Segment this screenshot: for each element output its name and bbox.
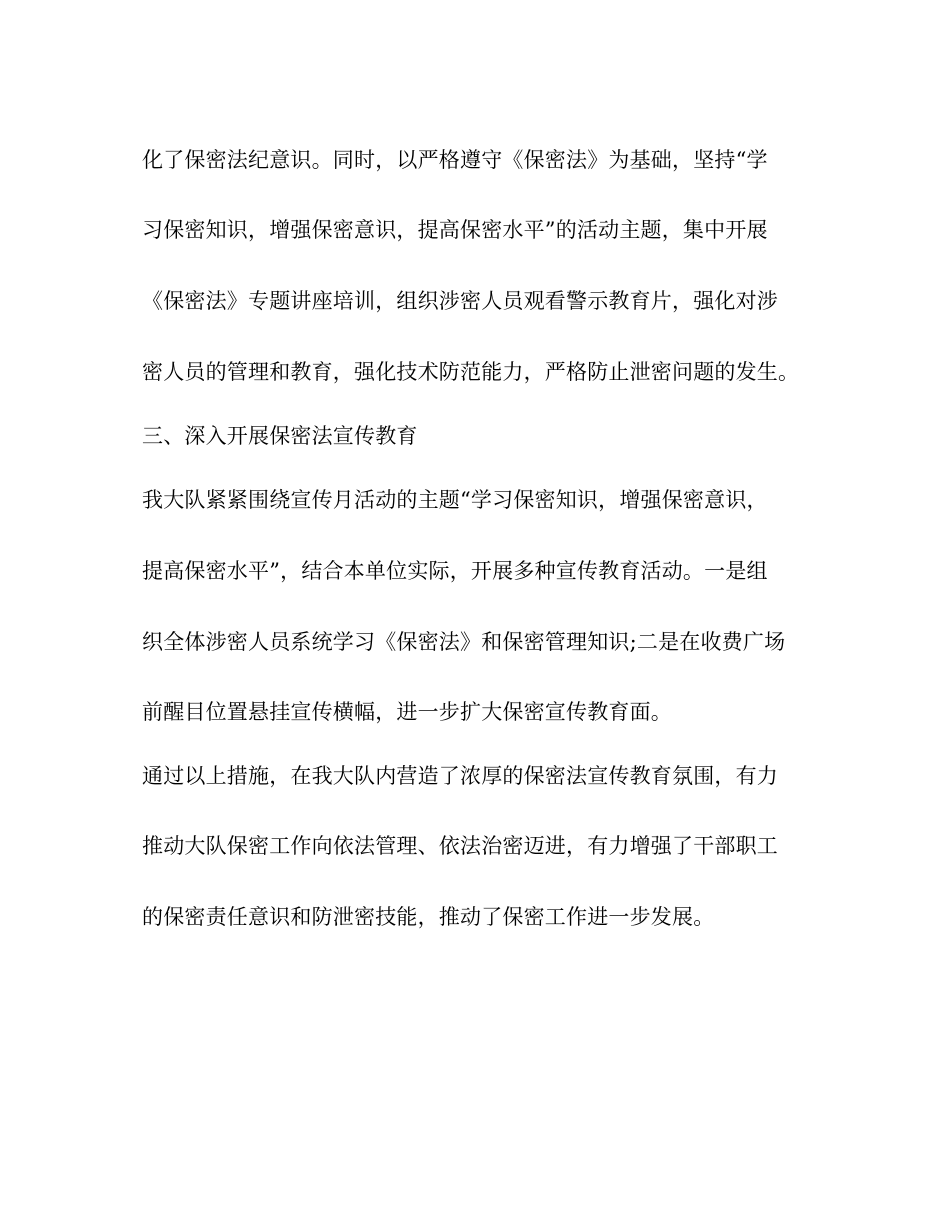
text-line: 推动大队保密工作向依法管理、依法治密迈进，有力增强了干部职工: [142, 834, 778, 858]
text-line: 的保密责任意识和防泄密技能，推动了保密工作进一步发展。: [142, 905, 715, 929]
text-line: 通过以上措施，在我大队内营造了浓厚的保密法宣传教育氛围，有力: [142, 764, 778, 788]
text-line: 前醒目位置悬挂宣传横幅，进一步扩大保密宣传教育面。: [142, 700, 672, 724]
text-line: 织全体涉密人员系统学习《保密法》和保密管理知识;二是在收费广场: [142, 630, 786, 654]
text-line: 化了保密法纪意识。同时，以严格遵守《保密法》为基础，坚持“学: [142, 148, 768, 172]
section-heading: 三、深入开展保密法宣传教育: [142, 424, 418, 448]
text-line: 密人员的管理和教育，强化技术防范能力，严格防止泄密问题的发生。: [142, 360, 800, 384]
text-line: 《保密法》专题讲座培训，组织涉密人员观看警示教育片，强化对涉: [142, 289, 778, 313]
text-line: 我大队紧紧围绕宣传月活动的主题“学习保密知识，增强保密意识，: [142, 488, 768, 512]
text-line: 提高保密水平”，结合本单位实际，开展多种宣传教育活动。一是组: [142, 559, 768, 583]
text-line: 习保密知识，增强保密意识，提高保密水平”的活动主题，集中开展: [142, 218, 768, 242]
